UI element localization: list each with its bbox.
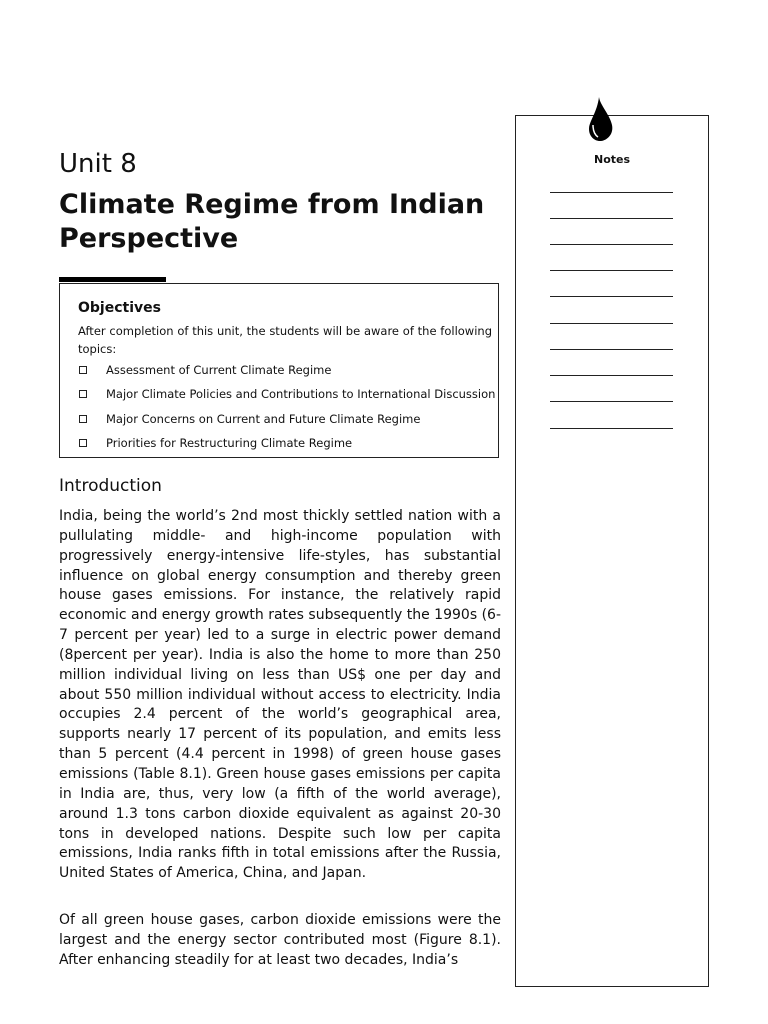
notes-panel — [515, 115, 709, 987]
note-line — [550, 244, 673, 245]
objective-text: Priorities for Restructuring Climate Regime — [106, 435, 353, 450]
note-line — [550, 375, 673, 376]
note-line — [550, 296, 673, 297]
objectives-intro: After completion of this unit, the students will be aware of the following topics: — [78, 324, 492, 356]
note-line — [550, 192, 673, 193]
objectives-list — [78, 362, 495, 459]
note-line — [550, 323, 673, 324]
unit-label: Unit 8 — [59, 149, 137, 179]
square-bullet-icon — [79, 415, 87, 423]
notes-label: Notes — [593, 153, 631, 166]
square-bullet-icon — [79, 390, 87, 398]
note-line — [550, 401, 673, 402]
objectives-box — [59, 283, 499, 458]
objective-item — [78, 435, 495, 459]
ink-drop-icon — [586, 95, 616, 143]
objective-item — [78, 362, 495, 386]
body-paragraph: India, being the world’s 2nd most thickly settled nation with a pullulating middle- and high-income population with progressively energy-intensive life-styles, has substantial influence on global energy consumption and thereby green house gases emissions. For instance, the relatively rapid economic and energy growth rates subsequently the 1990s (6-7 percent per year) led to a surge in electric power demand (8percent per year). India is also the home to more than 250 million individual living on less than US$ one per day and about 550 million individual without access to electricity. India occupies 2.4 percent of the world’s geographical area, supports nearly 17 percent of its population, and emits less than 5 percent (4.4 percent in 1998) of green house gases emissions (Table 8.1). Green house gases emissions per capita in India are, thus, very low (a fifth of the world average), around 1.3 tons carbon dioxide equivalent as against 20-30 tons in developed nations. Despite such low per capita emissions, India ranks fifth in total emissions after the Russia, United States of America, China, and Japan. — [59, 508, 501, 882]
objectives-heading: Objectives — [78, 300, 161, 316]
objective-text: Major Concerns on Current and Future Climate Regime — [106, 411, 421, 426]
objective-text: Major Climate Policies and Contributions to International Discussion — [106, 387, 496, 402]
objective-item — [78, 386, 495, 410]
introduction-heading: Introduction — [59, 476, 162, 496]
note-line — [550, 218, 673, 219]
objective-item — [78, 411, 495, 435]
page-title: Climate Regime from Indian Perspective — [59, 189, 485, 254]
objective-text: Assessment of Current Climate Regime — [106, 363, 332, 377]
square-bullet-icon — [79, 366, 87, 374]
title-underline — [59, 277, 166, 282]
note-line — [550, 428, 673, 429]
square-bullet-icon — [79, 439, 87, 447]
body-paragraph: Of all green house gases, carbon dioxide emissions were the largest and the energy sector contributed most (Figure 8.1). After enhancing steadily for at least two decades, India’s — [59, 912, 501, 968]
note-line — [550, 270, 673, 271]
note-line — [550, 349, 673, 350]
